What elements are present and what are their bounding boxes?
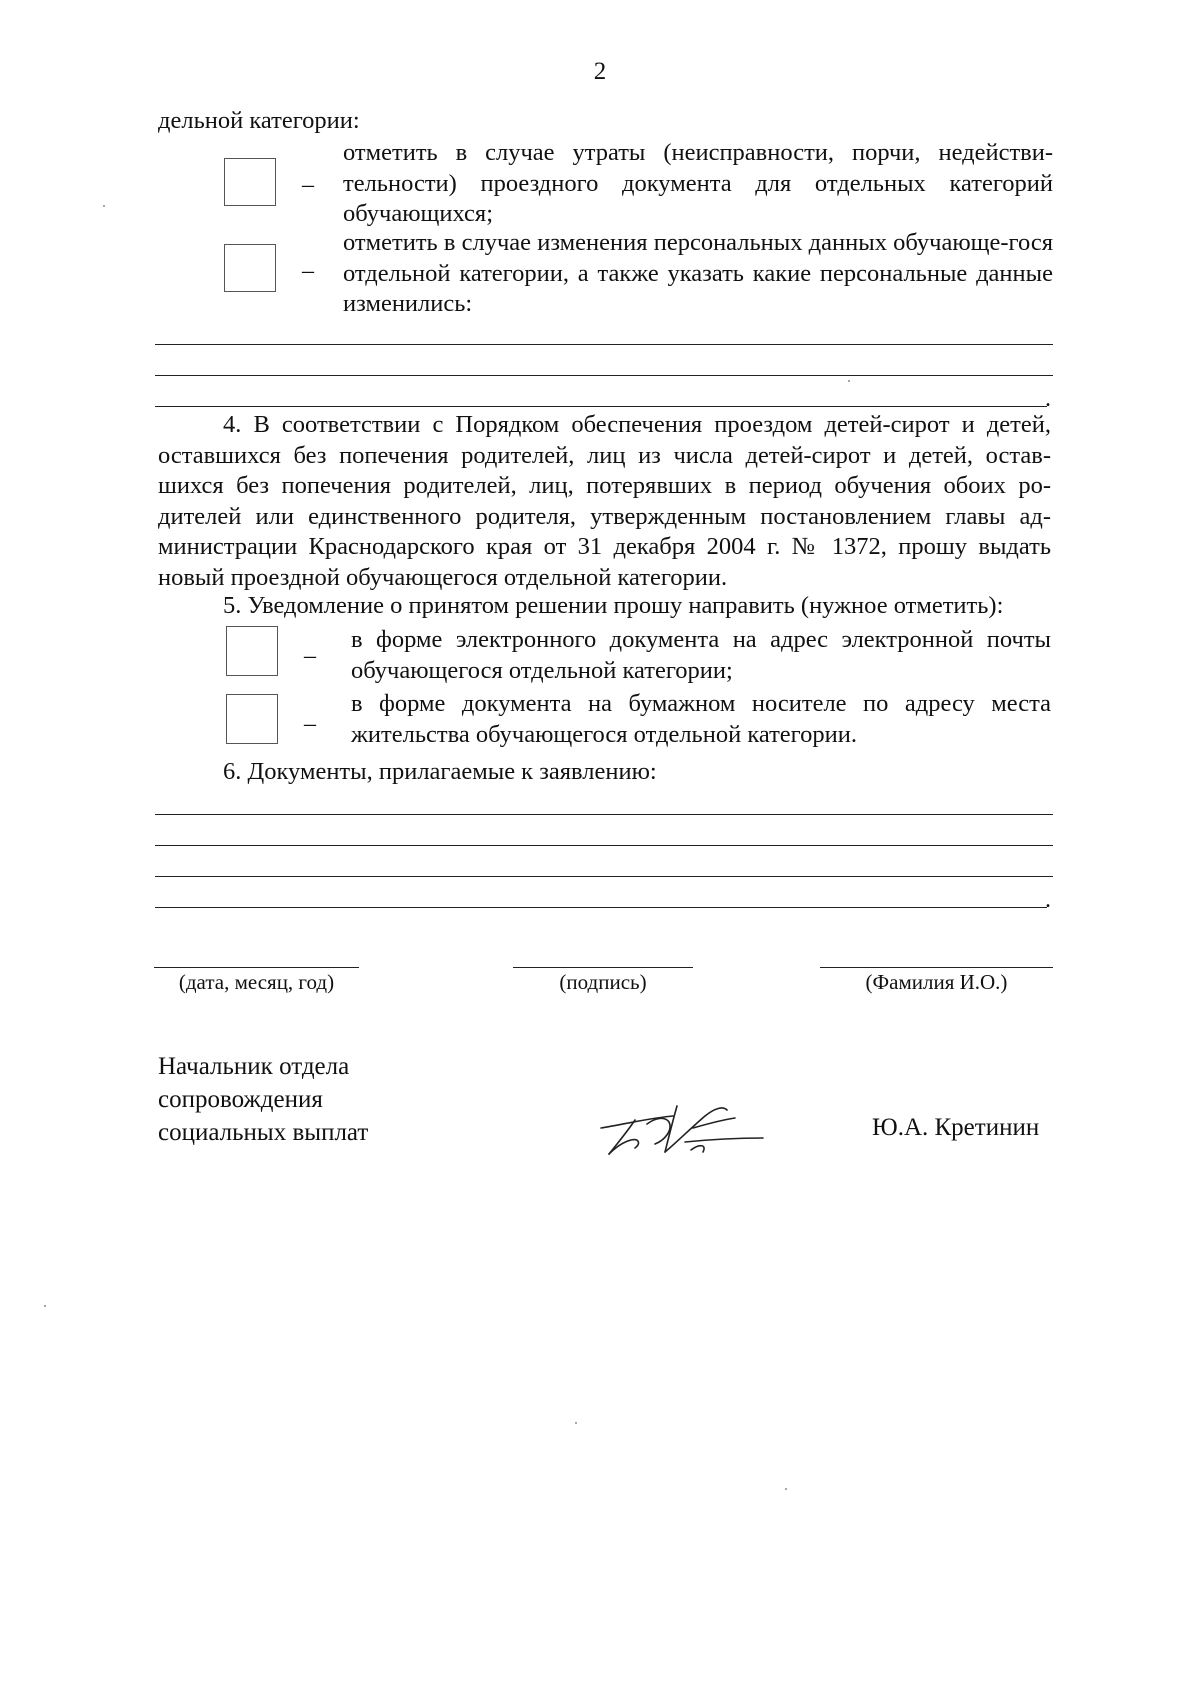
checkbox-personal-data[interactable] <box>224 244 276 292</box>
date-caption: (дата, месяц, год) <box>178 970 335 994</box>
option-dash: _ <box>304 635 316 661</box>
fill-line[interactable] <box>155 907 1047 908</box>
fill-line[interactable] <box>155 344 1053 345</box>
item4-paragraph: 4. В соответствии с Порядком обеспечения проездом детей-сирот и детей, оставшихся без попечения родителей, лиц из числа детей-сирот и детей, остав-шихся без попечения родителей, лиц, потерявших в период обучения обоих ро-дителей или единственного родителя, утвержденным постановлением главы ад-министрации Краснодарского края от 31 декабря 2004 г. № 1372, прошу выдать новый проездной обучающегося отдельной категории. <box>158 411 1051 591</box>
scan-speck <box>785 1488 787 1490</box>
fill-line[interactable] <box>155 406 1047 407</box>
option-dash: _ <box>304 703 316 729</box>
fill-line[interactable] <box>155 375 1053 376</box>
fill-line[interactable] <box>155 814 1053 815</box>
scan-speck <box>44 1305 46 1307</box>
option-loss-text: отметить в случае утраты (неисправности, порчи, недействи-тельности) проездного документа для отдельных категорий обучающихся; <box>343 139 1053 227</box>
checkbox-electronic[interactable] <box>226 626 278 676</box>
option-electronic-text: в форме электронного документа на адрес электронной почты обучающегося отдельной категории; <box>351 626 1051 684</box>
option-paper-text: в форме документа на бумажном носителе по адресу места жительства обучающегося отдельной категории. <box>351 690 1051 748</box>
checkbox-paper[interactable] <box>226 694 278 744</box>
fill-line[interactable] <box>155 845 1053 846</box>
scan-speck <box>848 380 850 382</box>
position-title: Начальник отдела сопровождения социальных выплат <box>158 1053 369 1146</box>
line-end-dot: . <box>1045 887 1051 913</box>
signatory-name: Ю.А. Кретинин <box>872 1114 1040 1141</box>
fill-line[interactable] <box>155 876 1053 877</box>
item3-tail: дельной категории: <box>158 107 360 134</box>
name-caption: (Фамилия И.О.) <box>865 970 1008 994</box>
signature-caption: (подпись) <box>559 970 647 994</box>
item5-heading: 5. Уведомление о принятом решении прошу направить (нужное отметить): <box>223 592 1004 619</box>
name-line[interactable] <box>820 967 1053 968</box>
item6-heading: 6. Документы, прилагаемые к заявлению: <box>223 758 657 785</box>
signature-line[interactable] <box>513 967 693 968</box>
option-dash: – <box>302 172 314 198</box>
handwritten-signature <box>595 1098 770 1158</box>
option-personal-data-text: отметить в случае изменения персональных данных обучающе-гося отдельной категории, а также указать какие персональные данные изменились: <box>343 229 1053 317</box>
scan-speck <box>575 1422 577 1424</box>
scan-speck <box>103 205 105 207</box>
line-end-dot: . <box>1045 386 1051 412</box>
page-number: 2 <box>593 58 607 85</box>
date-line[interactable] <box>154 967 359 968</box>
checkbox-loss[interactable] <box>224 158 276 206</box>
option-dash: – <box>302 258 314 284</box>
